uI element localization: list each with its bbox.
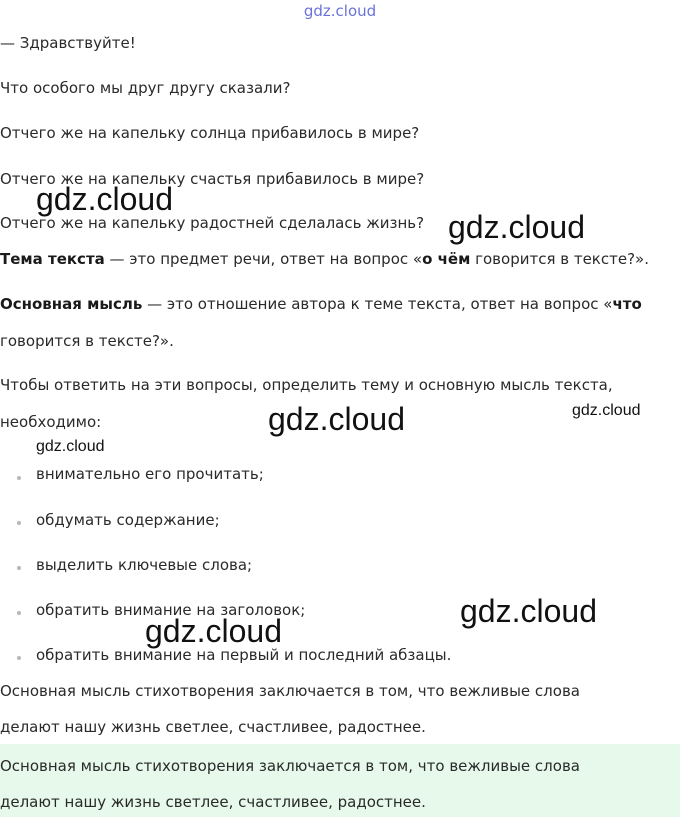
watermark: gdz.cloud: [36, 438, 105, 455]
poem-line: Отчего же на капельку радостней сделалась жизнь?: [0, 214, 425, 232]
bullet-dot: [17, 656, 21, 660]
list-item: внимательно его прочитать;: [36, 465, 264, 483]
poem-line: Отчего же на капельку солнца прибавилось в мире?: [0, 124, 420, 142]
conclusion-line: делают нашу жизнь светлее, счастливее, радостнее.: [0, 718, 426, 736]
watermark: gdz.cloud: [460, 593, 597, 629]
instruction-line: необходимо:: [0, 413, 102, 431]
topic-definition: [0, 249, 649, 269]
conclusion-line: Основная мысль стихотворения заключается в том, что вежливые слова: [0, 682, 580, 700]
idea-definition-line2: говорится в тексте?».: [0, 332, 174, 350]
watermark: gdz.cloud: [268, 401, 405, 437]
list-item: выделить ключевые слова;: [36, 556, 253, 574]
answer-line: Основная мысль стихотворения заключается в том, что вежливые слова: [0, 757, 580, 775]
list-item: обдумать содержание;: [36, 511, 220, 529]
topic-definition-end: говорится в тексте?».: [470, 250, 649, 268]
topic-definition-text: — это предмет речи, ответ на вопрос «: [104, 250, 423, 268]
bullet-dot: [17, 476, 21, 480]
watermark: gdz.cloud: [448, 209, 585, 245]
answer-box: [0, 744, 680, 817]
poem-line: Отчего же на капельку счастья прибавилось в мире?: [0, 170, 425, 188]
answer-line: делают нашу жизнь светлее, счастливее, радостнее.: [0, 793, 426, 811]
idea-term: Основная мысль: [0, 295, 143, 313]
top-watermark: gdz.cloud: [303, 2, 377, 20]
watermark: gdz.cloud: [572, 402, 641, 419]
topic-term: Тема текста: [0, 250, 105, 268]
list-item: обратить внимание на первый и последний абзацы.: [36, 646, 452, 664]
watermark: gdz.cloud: [145, 613, 282, 649]
bullet-dot: [17, 611, 21, 615]
bullet-dot: [17, 521, 21, 525]
idea-definition-text: — это отношение автора к теме текста, ответ на вопрос «: [142, 295, 613, 313]
bullet-dot: [17, 566, 21, 570]
list-item: обратить внимание на заголовок;: [36, 601, 306, 619]
idea-question-word: что: [612, 295, 642, 313]
poem-line: — Здравствуйте!: [0, 34, 136, 52]
poem-line: Что особого мы друг другу сказали?: [0, 79, 291, 97]
topic-question-word: о чём: [422, 250, 471, 268]
watermark: gdz.cloud: [36, 181, 173, 217]
instruction-line: Чтобы ответить на эти вопросы, определить тему и основную мысль текста,: [0, 376, 613, 394]
idea-definition: [0, 294, 642, 314]
